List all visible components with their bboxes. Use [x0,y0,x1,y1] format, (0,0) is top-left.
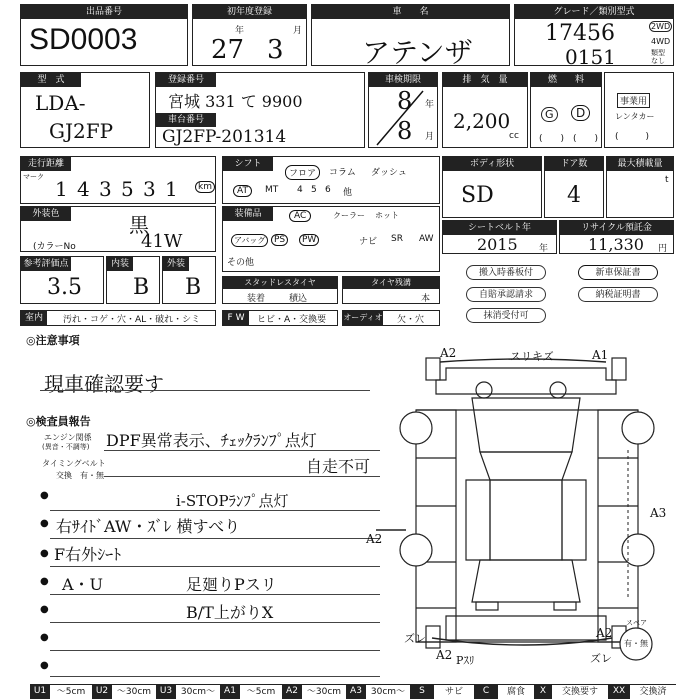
legend-key: X [534,684,552,699]
shift-label: シフト [223,157,273,171]
diag-a3-r: A3 [650,506,667,520]
studless-loaded: 積込 [289,294,308,304]
inspection-month: 8 [397,117,413,145]
lot-number-value: SD0003 [29,23,138,56]
shift-at: AT [233,185,252,197]
inspector-label: ◎検査員報告 [26,415,91,428]
interior-cond-label: 室内 [21,311,47,325]
grade-other: 類型なし [651,49,665,65]
shift-g5: 5 [311,185,317,195]
capacity-box [606,156,674,218]
equip-sr: SR [391,234,403,244]
seatbelt-box [442,220,557,254]
body-type-box [442,156,542,218]
displacement-unit: cc [509,131,519,141]
tire-depth-unit: 本 [421,294,431,304]
usage-rental: レンタカー [615,112,655,121]
mileage-digit: 1 [165,177,178,201]
report-rule-4 [50,538,380,539]
report-rule-7 [50,622,380,623]
report-line-6: B/T上がりX [186,603,274,622]
engine-label: エンジン関係 [44,433,92,442]
bullet: ● [40,660,49,671]
diag-a1-tr: A1 [592,348,609,362]
legend-desc: ～5cm [50,684,92,699]
report-rule-1 [104,450,380,451]
equip-ps: PS [271,234,288,246]
legend-desc: 30cm～ [176,684,220,699]
inspection-strike [369,87,437,147]
mileage-digit: 1 [55,177,68,201]
report-line-3: 右ｻｲﾄﾞAW・ｽﾞﾚ 横すべり [56,517,241,536]
inspection-label: 車検期限 [369,73,437,87]
report-line-2: i-STOPﾗﾝﾌﾟ点灯 [176,492,289,510]
rating-value: 3.5 [47,275,82,300]
model-label: 型 式 [21,73,81,87]
usage-business: 事業用 [617,93,650,108]
car-name-label: 車 名 [312,5,509,19]
usage-box [604,72,674,148]
exterior-box [162,256,216,304]
diag-a2-tl: A2 [440,346,457,360]
doors-box [544,156,604,218]
model-value-2: GJ2FP [49,119,114,143]
car-name-value: アテンザ [362,36,473,69]
notes-line-1 [40,390,370,391]
first-registration-box [192,4,307,66]
report-line-5b: 足廻りPスリ [186,575,277,594]
mileage-mark: マーク [23,173,44,181]
exterior-value: B [185,275,202,300]
legend-key: U2 [92,684,112,699]
shift-dash: ダッシュ [371,168,407,178]
equip-pw: PW [299,234,319,246]
equip-ac: AC [289,210,311,222]
seatbelt-label: シートベルト年 [443,221,556,235]
grade-value-1: 17456 [545,21,615,46]
report-rule-2 [104,476,380,477]
report-rule-8 [50,650,380,651]
equip-airbag: アバッグ [231,234,268,247]
mileage-digit: 4 [77,177,90,201]
bullet: ● [40,548,49,559]
report-line-5a: A・U [62,575,104,594]
reg-no-value: 宮城 331 て 9900 [168,92,303,111]
seatbelt-value: 2015 [477,235,518,254]
tire-depth-label: タイヤ残溝 [343,277,439,289]
fuel-d: D [571,105,590,121]
first-reg-year: 27 [211,35,245,65]
equip-cooler: クーラー [333,211,365,220]
grade-value-2: 0151 [565,45,616,69]
registration-box [155,72,365,148]
equip-aw: AW [419,234,434,244]
first-reg-month-unit: 月 [293,26,303,36]
mileage-label: 走行距離 [21,157,71,171]
fuel-paren: ( ) ( ) [539,134,599,144]
diag-zure-bl: ズレ [404,632,426,645]
notes-value: 現車確認要す [44,372,164,396]
capacity-unit: t [665,175,669,185]
bullet: ● [40,604,49,615]
diag-spare-opts: 有・無 [624,639,648,648]
timing-label: タイミングベルト [42,459,106,468]
legend-desc: ～30cm [302,684,346,699]
diag-a2-l: A2 [366,532,383,546]
mileage-box [20,156,216,204]
studless-installed: 装着 [247,294,266,304]
legend-key: XX [608,684,630,699]
model-box [20,72,150,148]
equip-other: その他 [227,258,255,268]
shift-floor: フロア [285,165,320,180]
diag-spare-label: スペア [626,619,647,627]
report-rule-6 [50,594,380,595]
displacement-value: 2,200 [453,109,511,133]
legend-desc: ～5cm [240,684,282,699]
interior-condition-box [20,310,216,326]
doc-auto-confirm: 自賠承認請求 [466,287,546,302]
doc-tax-cert: 納税証明書 [578,287,658,302]
displacement-label: 排 気 量 [443,73,527,87]
audio-label: オーディオ [343,311,383,325]
fuel-g: G [541,107,558,122]
grade-2wd: 2WD [651,22,671,31]
shift-g6: 6 [325,185,331,195]
first-registration-label: 初年度登録 [193,5,306,19]
recycle-value: 11,330 [588,235,644,254]
shift-box [222,156,440,204]
seatbelt-unit: 年 [539,244,549,254]
car-damage-diagram [376,340,676,680]
mileage-digit: 5 [121,177,134,201]
recycle-label: リサイクル預託金 [560,221,673,235]
legend-desc: ～30cm [112,684,156,699]
legend-key: A1 [220,684,240,699]
shift-mt: MT [265,185,279,195]
diag-a2-br: A2 [596,626,613,640]
equipment-box [222,206,440,272]
color-code-label: (カラーNo [33,242,76,252]
exterior-label: 外装 [163,257,189,271]
report-line-1b: 自走不可 [306,457,371,476]
doors-label: ドア数 [545,157,603,171]
legend-key: U3 [156,684,176,699]
color-value: 黒 [129,213,149,237]
chassis-label: 車台番号 [156,113,216,127]
first-reg-month: 3 [267,35,284,65]
shift-column: コラム [329,168,356,178]
doc-cancel-recv: 抹消受付可 [466,308,546,323]
audio-items: 欠・穴 [397,315,425,325]
bullet: ● [40,490,49,501]
bullet: ● [40,632,49,643]
engine-sub: (異音・不調等) [42,443,90,451]
doors-value: 4 [567,183,581,208]
recycle-unit: 円 [658,244,668,254]
doc-new-warranty: 新車保証書 [578,265,658,280]
doc-bring-plate: 搬入時番板付 [466,265,546,280]
report-rule-5 [50,566,380,567]
lot-number-label: 出品番号 [21,5,187,19]
fuel-label: 燃 料 [531,73,601,87]
legend-desc: 交換済 [630,684,676,699]
equip-navi: ナビ [359,237,378,247]
displacement-box [442,72,528,148]
report-rule-9 [50,676,380,677]
legend-desc: 腐食 [498,684,534,699]
inspection-year: 8 [397,87,413,115]
grade-label: グレード／類別型式 [515,5,673,19]
shift-other: 他 [343,188,353,198]
color-label: 外装色 [21,207,71,221]
interior-box [106,256,160,304]
reg-no-label: 登録番号 [156,73,216,87]
timing-sub: 交換 有・無 [56,471,104,480]
fw-items: ヒビ・A・交換要 [257,315,327,325]
equip-hot: ホット [375,211,399,220]
shift-g4: 4 [297,185,303,195]
studless-box [222,276,338,304]
mileage-unit: km [195,181,215,193]
inspection-month-unit: 月 [425,132,435,142]
usage-paren: ( ) [615,132,650,142]
legend-desc: サビ [434,684,474,699]
legend-desc: 30cm～ [366,684,410,699]
interior-label: 内装 [107,257,133,271]
body-type-label: ボディ形状 [443,157,541,171]
body-type-value: SD [461,183,494,208]
fw-label: F W [223,311,249,325]
chassis-value: GJ2FP-201314 [162,127,287,147]
studless-label: スタッドレスタイヤ [223,277,337,289]
fw-box [222,310,338,326]
rating-box [20,256,104,304]
report-line-4: F右外ｼｰﾄ [54,545,122,564]
rating-label: 参考評価点 [21,257,71,271]
tire-depth-box [342,276,440,304]
legend-key: S [410,684,434,699]
notes-label: ◎注意事項 [26,334,80,347]
legend-key: A2 [282,684,302,699]
recycle-box [559,220,674,254]
color-code: 41W [141,231,183,252]
capacity-label: 最大積載量 [607,157,673,171]
diag-suri-b: Pｽﾘ [456,654,475,667]
fuel-box [530,72,602,148]
interior-value: B [133,275,150,300]
grade-box [514,4,674,69]
legend-desc: 交換要す [552,684,608,699]
grade-4wd: 4WD [651,37,671,46]
equipment-label: 装備品 [223,207,273,221]
lot-number-box [20,4,188,66]
mileage-digit: 3 [99,177,112,201]
bullet: ● [40,576,49,587]
report-line-1: DPF異常表示、ﾁｪｯｸﾗﾝﾌﾟ点灯 [106,431,317,450]
audio-box [342,310,440,326]
car-name-box [311,4,510,69]
diag-zure-br: ズレ [590,652,612,665]
diag-suri-top: スリキズ [510,350,554,363]
first-reg-year-unit: 年 [235,26,245,36]
report-rule-3 [50,510,380,511]
inspection-year-unit: 年 [425,100,435,110]
interior-cond-items: 汚れ・コゲ・穴・AL・破れ・シミ [63,315,201,325]
diag-a2-b: A2 [436,648,453,662]
color-box [20,206,216,252]
bullet: ● [40,518,49,529]
inspection-box [368,72,438,148]
mileage-digit: 3 [143,177,156,201]
legend-key: U1 [30,684,50,699]
model-value-1: LDA- [35,91,86,115]
legend-key: A3 [346,684,366,699]
legend-key: C [474,684,498,699]
